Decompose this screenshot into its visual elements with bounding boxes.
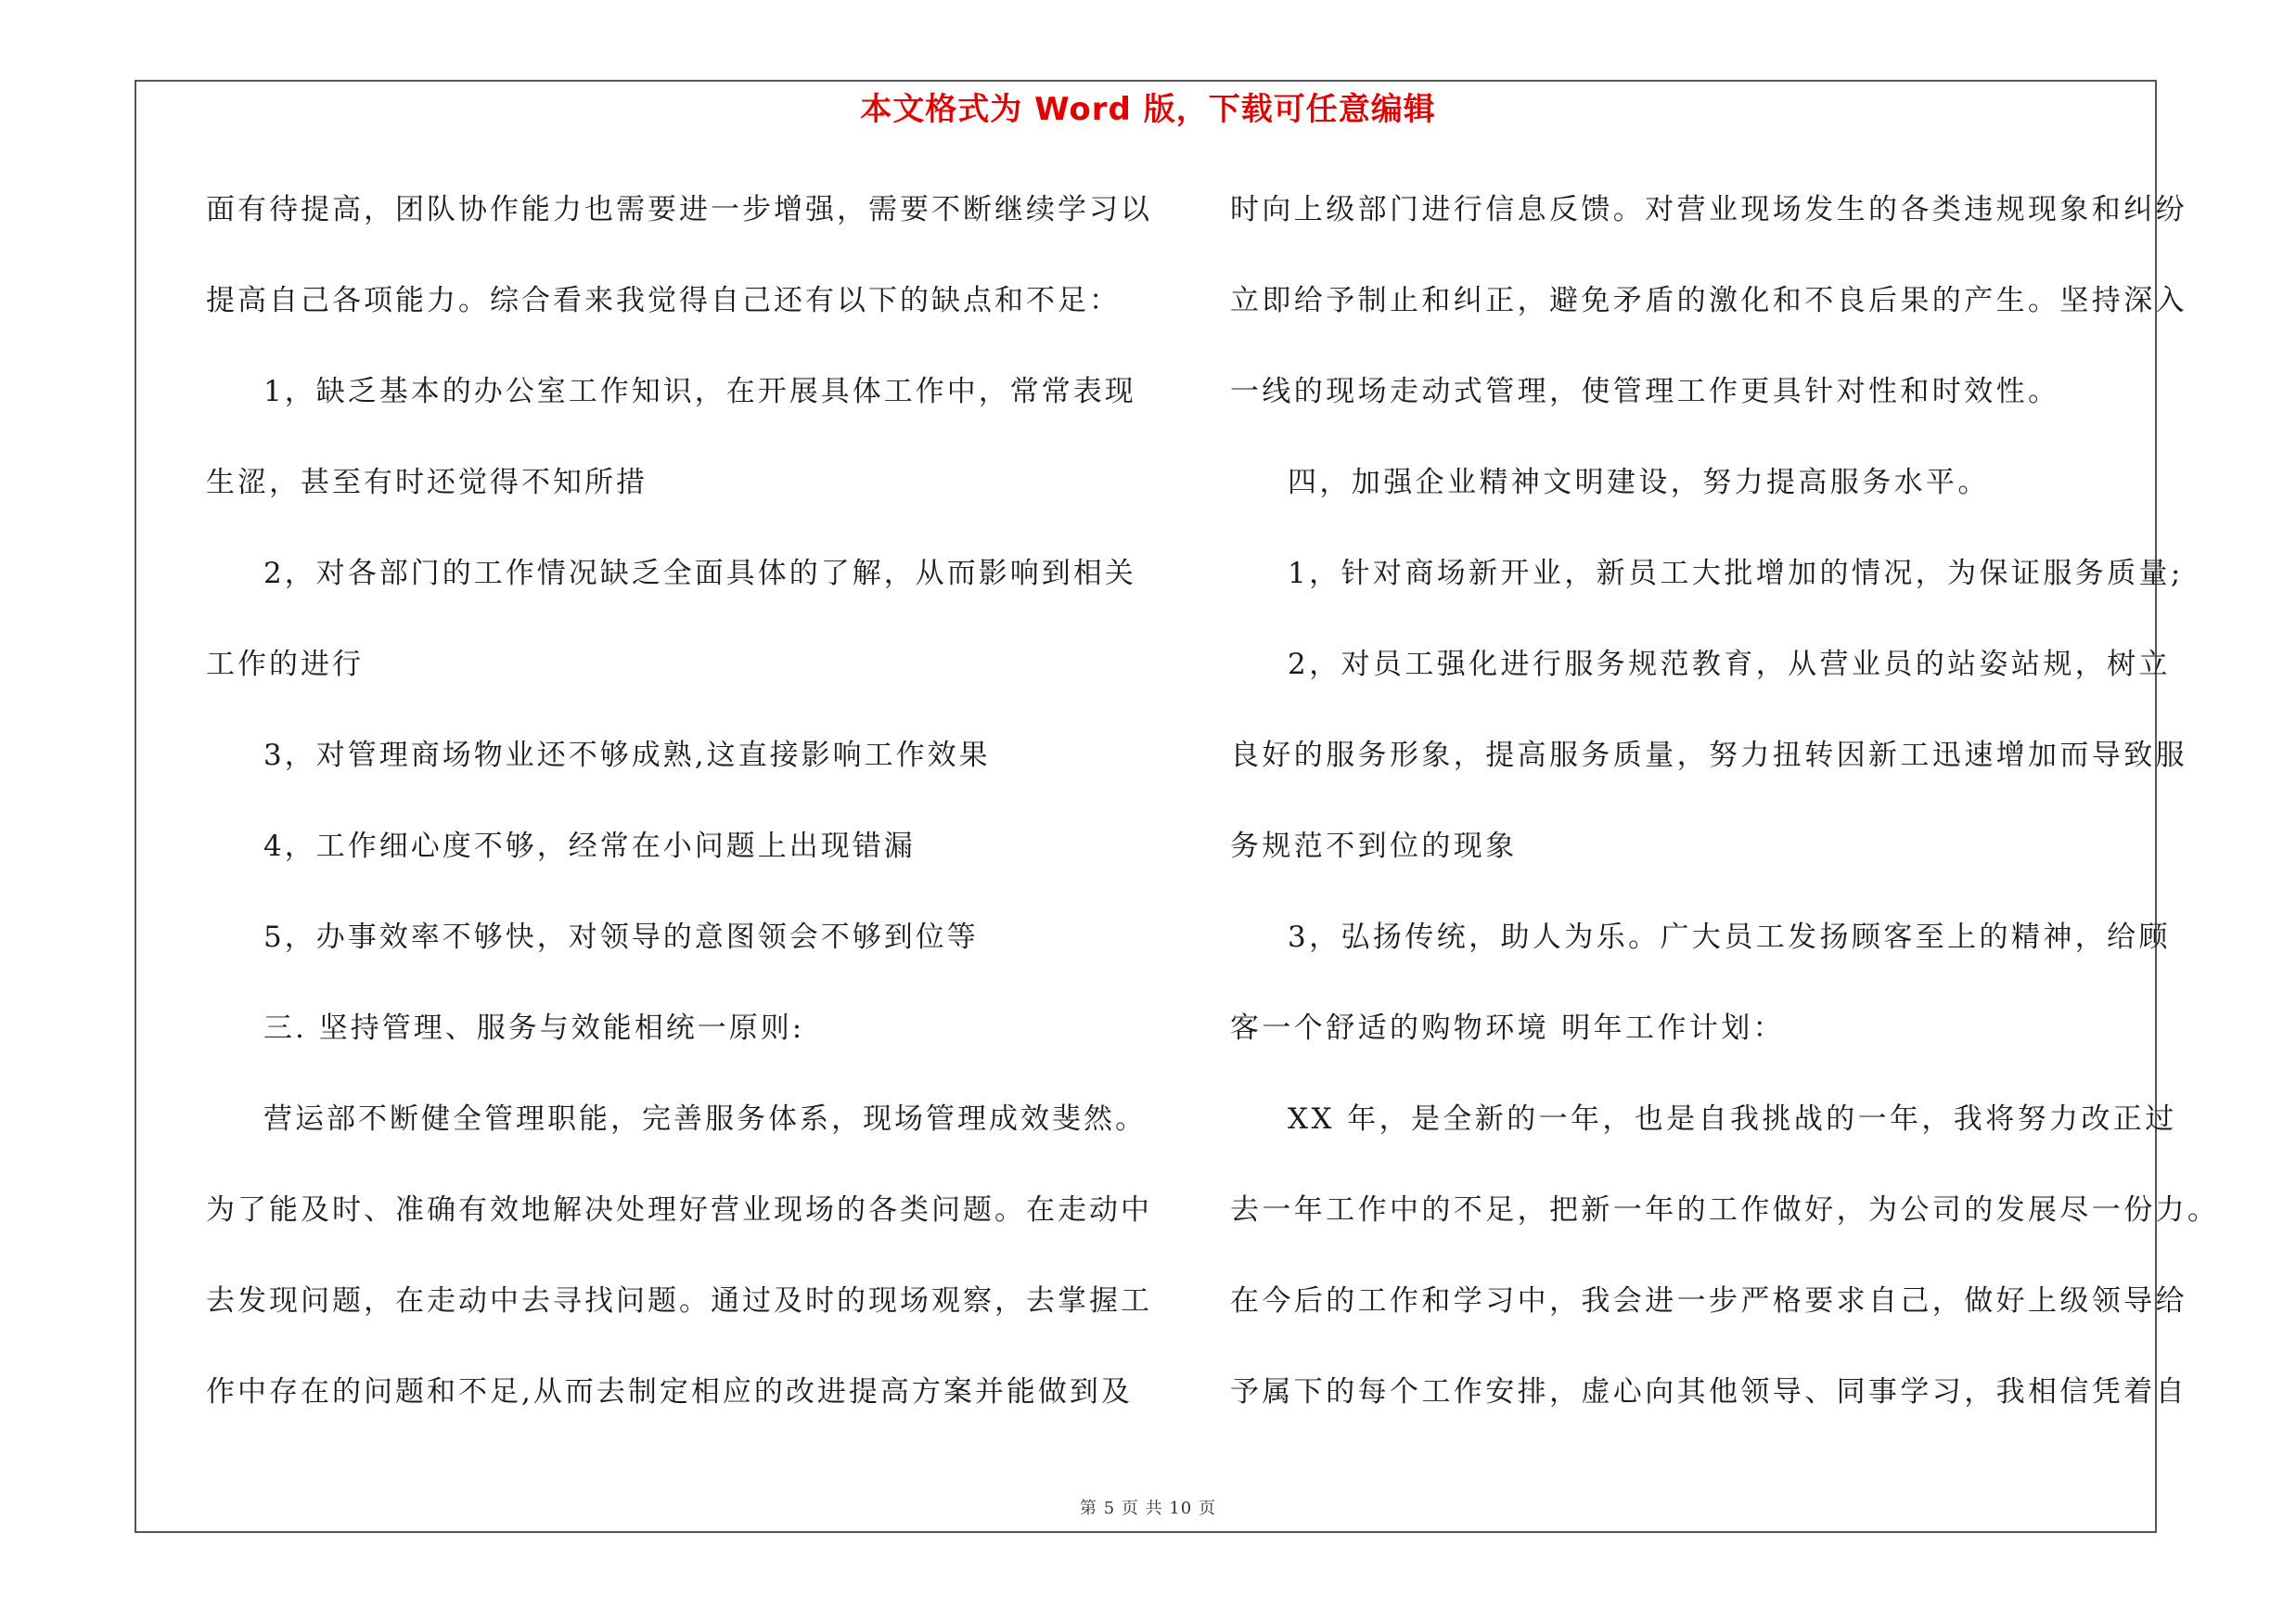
- right-line-14: 予属下的每个工作安排，虚心向其他领导、同事学习，我相信凭着自: [1230, 1375, 2187, 1409]
- left-line-1: 面有待提高，团队协作能力也需要进一步增强，需要不断继续学习以: [206, 193, 1152, 226]
- right-line-11: XX 年，是全新的一年，也是自我挑战的一年，我将努力改正过: [1288, 1102, 2177, 1136]
- right-line-7: 良好的服务形象，提高服务质量，努力扭转因新工迅速增加而导致服: [1230, 739, 2187, 772]
- left-line-6: 工作的进行: [206, 648, 364, 681]
- left-line-4: 生涩，甚至有时还觉得不知所措: [206, 466, 648, 499]
- left-line-13: 去发现问题，在走动中去寻找问题。通过及时的现场观察，去掌握工: [206, 1284, 1152, 1318]
- left-line-11: 营运部不断健全管理职能，完善服务体系，现场管理成效斐然。: [263, 1102, 1147, 1136]
- left-column: [206, 182, 1152, 1455]
- left-line-2: 提高自己各项能力。综合看来我觉得自己还有以下的缺点和不足：: [206, 284, 1121, 317]
- right-line-10: 客一个舒适的购物环境 明年工作计划：: [1230, 1011, 1786, 1045]
- left-line-5: 2，对各部门的工作情况缺乏全面具体的了解，从而影响到相关: [263, 557, 1136, 590]
- left-line-3: 1，缺乏基本的办公室工作知识，在开展具体工作中，常常表现: [263, 375, 1136, 408]
- right-line-9: 3，弘扬传统，助人为乐。广大员工发扬顾客至上的精神，给顾: [1288, 921, 2171, 954]
- right-line-4: 四，加强企业精神文明建设，努力提高服务水平。: [1288, 466, 1990, 499]
- left-line-14: 作中存在的问题和不足,从而去制定相应的改进提高方案并能做到及: [206, 1375, 1133, 1409]
- right-line-6: 2，对员工强化进行服务规范教育，从营业员的站姿站规，树立: [1288, 648, 2171, 681]
- left-line-12: 为了能及时、准确有效地解决处理好营业现场的各类问题。在走动中: [206, 1193, 1152, 1227]
- right-line-3: 一线的现场走动式管理，使管理工作更具针对性和时效性。: [1230, 375, 2060, 408]
- page-number: 第 5 页 共 10 页: [1080, 1499, 1216, 1518]
- right-line-8: 务规范不到位的现象: [1230, 830, 1518, 863]
- right-line-5: 1，针对商场新开业，新员工大批增加的情况，为保证服务质量;: [1288, 557, 2184, 590]
- right-column: [1230, 182, 2220, 1455]
- right-line-13: 在今后的工作和学习中，我会进一步严格要求自己，做好上级领导给: [1230, 1284, 2187, 1318]
- format-banner: 本文格式为 Word 版，下载可任意编辑: [860, 91, 1436, 128]
- left-line-7: 3，对管理商场物业还不够成熟,这直接影响工作效果: [263, 739, 991, 772]
- left-line-10: 三. 坚持管理、服务与效能相统一原则:: [263, 1011, 805, 1045]
- right-line-1: 时向上级部门进行信息反馈。对营业现场发生的各类违规现象和纠纷: [1230, 193, 2187, 226]
- right-line-12: 去一年工作中的不足，把新一年的工作做好，为公司的发展尽一份力。: [1230, 1193, 2220, 1227]
- left-line-9: 5，办事效率不够快，对领导的意图领会不够到位等: [263, 921, 979, 954]
- right-line-2: 立即给予制止和纠正，避免矛盾的激化和不良后果的产生。坚持深入: [1230, 284, 2187, 317]
- left-line-8: 4，工作细心度不够，经常在小问题上出现错漏: [263, 830, 916, 863]
